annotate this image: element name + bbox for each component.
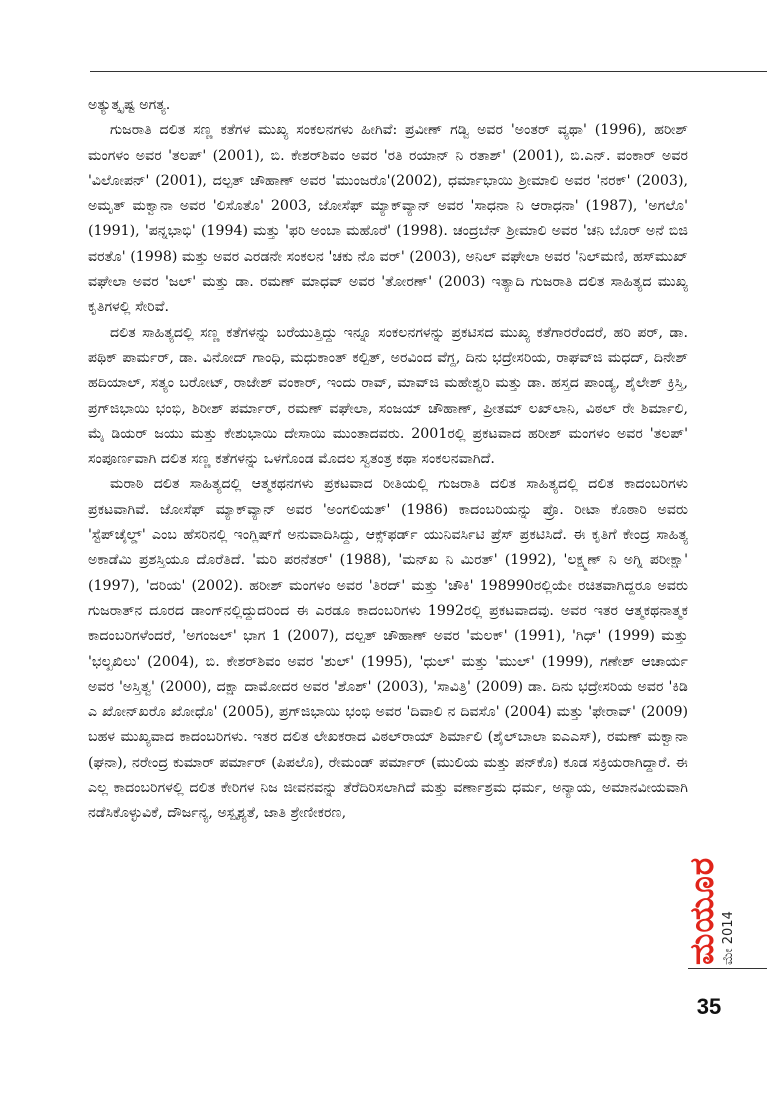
paragraph-1: ಅತ್ಯುತ್ಕೃಷ್ಟ ಅಗತ್ಯ. xyxy=(88,97,171,113)
magazine-logo: ಮಯೂರ xyxy=(682,856,721,965)
page-number: 35 xyxy=(696,994,722,1019)
issue-date: ಮೇ 2014 xyxy=(721,911,736,965)
header-rule xyxy=(90,71,767,72)
paragraph-2: ಗುಜರಾತಿ ದಲಿತ ಸಣ್ಣ ಕತೆಗಳ ಮುಖ್ಯ ಸಂಕಲನಗಳು ಹೀಗಿವೆ: ಪ್ರವೀಣ್ ಗಡ್ವಿ ಅವರ 'ಅಂತರ್ ವ್ಯಥಾ' (1996), ಹರೀಶ್ ಮಂಗಳಂ ಅವರ 'ತಲಪ್' (2001), ಬಿ. ಕೇಶರ್‌ಶಿವಂ ಅವರ 'ರತಿ ರಯಾನ್ ನಿ ರತಾಶ್' (2001), ಬಿ.ಎನ್. ವಂಕಾರ್ ಅವರ 'ವಿಲೋಪನ್' (2001), ದಲ್ಪತ್ ಚೌಹಾಣ್ ಅವರ 'ಮುಂಜರೊ'(2002), ಧರ್ಮಾಭಾಯಿ ಶ್ರೀಮಾಲಿ ಅವರ 'ನರಕ್' (2003), ಅಮೃತ್ ಮಕ್ವಾನಾ ಅವರ 'ಲಿಸೊತೊ' 2003, ಜೋಸೆಫ್ ಮ್ಯಾಕ್‌ವ್ಯಾನ್ ಅವರ 'ಸಾಧನಾ ನಿ ಆರಾಧನಾ' (1987), 'ಅಗಲೊ' (1991), 'ಪನ್ನಭಾಭಿ' (1994) ಮತ್ತು 'ಫರಿ ಅಂಬಾ ಮಹೊರೆ' (1998). ಚಂದ್ರಬೆನ್ ಶ್ರೀಮಾಲಿ ಅವರ 'ಚನಿ ಬೊರ್ ಅನೆ ಬಿಜಿ ವರತೊ' (1998) ಮತ್ತು ಅವರ ಎರಡನೇ ಸಂಕಲನ 'ಚಕು ನೊ ವರ್' (2003), ಅನಿಲ್ ವಘೇಲಾ ಅವರ 'ನಿಲ್‌ಮಣಿ, ಹಸ್‌ಮುಖ್ ವಘೇಲಾ ಅವರ 'ಜಲ್' ಮತ್ತು ಡಾ. ರಮಣ್ ಮಾಧವ್ ಅವರ 'ತೋರಣ್' (2003) ಇತ್ಯಾದಿ ಗುಜರಾತಿ ದಲಿತ ಸಾಹಿತ್ಯದ ಮುಖ್ಯ ಕೃತಿಗಳಲ್ಲಿ ಸೇರಿವೆ. xyxy=(88,122,688,316)
article-body xyxy=(88,93,688,827)
paragraph-3: ದಲಿತ ಸಾಹಿತ್ಯದಲ್ಲಿ ಸಣ್ಣ ಕತೆಗಳನ್ನು ಬರೆಯುತ್ತಿದ್ದು ಇನ್ನೂ ಸಂಕಲನಗಳನ್ನು ಪ್ರಕಟಿಸದ ಮುಖ್ಯ ಕತೆಗಾರರೆಂದರೆ, ಹರಿ ಪರ್, ಡಾ. ಪಥಿಕ್ ಪಾರ್ಮರ್, ಡಾ. ವಿನೋದ್ ಗಾಂಧಿ, ಮಧುಕಾಂತ್ ಕಲ್ಪಿತ್, ಅರವಿಂದ ವೆಗ್ದ, ದಿನು ಭದ್ರೇಸರಿಯ, ರಾಘವ್‌ಜಿ ಮಧದ್, ದಿನೇಶ್ ಹದಿಯಾಲ್, ಸತ್ಯಂ ಬರೋಟ್, ರಾಜೇಶ್ ವಂಕಾರ್, ಇಂದು ರಾವ್, ಮಾವ್‌ಜಿ ಮಹೇಶ್ವರಿ ಮತ್ತು ಡಾ. ಹಸ್ತದ ಪಾಂಡ್ಯ, ಶೈಲೇಶ್ ಕ್ರಿಸ್ತಿ, ಪ್ರಗ್‌ಜಿಭಾಯಿ ಭಂಭಿ, ಶಿರೀಶ್ ಪರ್ಮಾರ್, ರಮಣ್ ವಘೇಲಾ, ಸಂಜಯ್ ಚೌಹಾಣ್, ಪ್ರೀತಮ್ ಲಖ್‌ಲಾನಿ, ವಿಠಲ್ ರೇ ಶಿರ್ಮಾಲಿ, ಮೈ ಡಿಯರ್ ಜಯು ಮತ್ತು ಕೇಶುಭಾಯಿ ದೇಸಾಯಿ ಮುಂತಾದವರು. 2001ರಲ್ಲಿ ಪ್ರಕಟವಾದ ಹರೀಶ್ ಮಂಗಳಂ ಅವರ 'ತಲಪ್' ಸಂಪೂರ್ಣವಾಗಿ ದಲಿತ ಸಣ್ಣ ಕತೆಗಳನ್ನು ಒಳಗೊಂಡ ಮೊದಲ ಸ್ವತಂತ್ರ ಕಥಾ ಸಂಕಲನವಾಗಿದೆ. xyxy=(88,324,688,468)
paragraph-4: ಮರಾಠಿ ದಲಿತ ಸಾಹಿತ್ಯದಲ್ಲಿ ಆತ್ಮಕಥನಗಳು ಪ್ರಕಟವಾದ ರೀತಿಯಲ್ಲಿ ಗುಜರಾತಿ ದಲಿತ ಸಾಹಿತ್ಯದಲ್ಲಿ ದಲಿತ ಕಾದಂಬರಿಗಳು ಪ್ರಕಟವಾಗಿವೆ. ಜೋಸೆಫ್ ಮ್ಯಾಕ್‌ವ್ಯಾನ್ ಅವರ 'ಅಂಗಲಿಯತ್' (1986) ಕಾದಂಬರಿಯನ್ನು ಪ್ರೊ. ರೀಟಾ ಕೊಠಾರಿ ಅವರು 'ಸ್ಟೆಪ್‌ಚೈಲ್ಡ್' ಎಂಬ ಹೆಸರಿನಲ್ಲಿ ಇಂಗ್ಲಿಷ್‌ಗೆ ಅನುವಾದಿಸಿದ್ದು, ಆಕ್ಸ್‌ಫರ್ಡ್ ಯುನಿವರ್ಸಿಟಿ ಪ್ರೆಸ್ ಪ್ರಕಟಿಸಿದೆ. ಈ ಕೃತಿಗೆ ಕೇಂದ್ರ ಸಾಹಿತ್ಯ ಅಕಾಡೆಮಿ ಪ್ರಶಸ್ತಿಯೂ ದೊರೆತಿದೆ. 'ಮರಿ ಪರನೆತರ್' (1988), 'ಮನ್‌ಖ ನಿ ಮಿರತ್' (1992), 'ಲಕ್ಷ್ಮಣ್ ನಿ ಅಗ್ನಿ ಪರೀಕ್ಷಾ' (1997), 'ದರಿಯ' (2002). ಹರೀಶ್ ಮಂಗಳಂ ಅವರ 'ತಿರದ್' ಮತ್ತು 'ಚೌಕಿ' 198990ರಲ್ಲಿಯೇ ರಚಿತವಾಗಿದ್ದರೂ ಅವರು ಗುಜರಾತ್‌ನ ದೂರದ ಡಾಂಗ್‌ನಲ್ಲಿದ್ದುದರಿಂದ ಈ ಎರಡೂ ಕಾದಂಬರಿಗಳು 1992ರಲ್ಲಿ ಪ್ರಕಟವಾದವು. ಅವರ ಇತರ ಆತ್ಮಕಥನಾತ್ಮಕ ಕಾದಂಬರಿಗಳೆಂದರೆ, 'ಅಗಂಜಲ್' ಭಾಗ 1 (2007), ದಲ್ಪತ್ ಚೌಹಾಣ್ ಅವರ 'ಮಲಕ್' (1991), 'ಗಿಧ್' (1999) ಮತ್ತು 'ಭಲ್ಖಖಿಲು' (2004), ಬಿ. ಕೇಶರ್‌ಶಿವಂ ಅವರ 'ಶುಲ್' (1995), 'ಧುಲ್' ಮತ್ತು 'ಮುಲ್' (1999), ಗಣೇಶ್ ಆಚಾರ್ಯ ಅವರ 'ಅಸ್ತಿತ್ವ' (2000), ದಕ್ಷಾ ದಾಮೋದರ ಅವರ 'ಶೊಶ್' (2003), 'ಸಾವಿತ್ರಿ' (2009) ಡಾ. ದಿನು ಭದ್ರೇಸರಿಯ ಅವರ 'ಕಿಡಿ ಎ ಖೋನ್‌ಖರೊ ಖೋಧೊ' (2005), ಪ್ರಗ್‌ಜಿಭಾಯಿ ಭಂಭಿ ಅವರ 'ದಿವಾಲಿ ನ ದಿವಸೊ' (2004) ಮತ್ತು 'ಫೇರಾವ್' (2009) ಬಹಳ ಮುಖ್ಯವಾದ ಕಾದಂಬರಿಗಳು. ಇತರ ದಲಿತ ಲೇಖಕರಾದ ವಿಠಲ್‌ರಾಯ್ ಶಿರ್ಮಾಲಿ (ಶೈಲ್‌ಬಾಲಾ ಐಎಎಸ್), ರಮಣ್ ಮಕ್ವಾನಾ (ಘನಾ), ನರೇಂದ್ರ ಕುಮಾರ್ ಪರ್ಮಾರ್ (ಪಿಪಲೊ), ರೇಮಂಡ್ ಪರ್ಮಾರ್ (ಮುಲಿಯ ಮತ್ತು ಪನ್‌ಕೊ) ಕೂಡ ಸಕ್ರಿಯರಾಗಿದ್ದಾರೆ. ಈ ಎಲ್ಲ ಕಾದಂಬರಿಗಳಲ್ಲಿ ದಲಿತ ಕೇರಿಗಳ ನಿಜ ಜೀವನವನ್ನು ತೆರೆದಿರಿಸಲಾಗಿದೆ ಮತ್ತು ವರ್ಣಾಶ್ರಮ ಧರ್ಮ, ಅನ್ಯಾಯ, ಅಮಾನವೀಯವಾಗಿ ನಡೆಸಿಕೊಳ್ಳುವಿಕೆ, ದೌರ್ಜನ್ಯ, ಅಸ್ಪೃಶ್ಯತೆ, ಜಾತಿ ಶ್ರೇಣೀಕರಣ, xyxy=(88,476,688,822)
magazine-brand xyxy=(682,815,746,965)
footer-rule xyxy=(688,968,767,969)
